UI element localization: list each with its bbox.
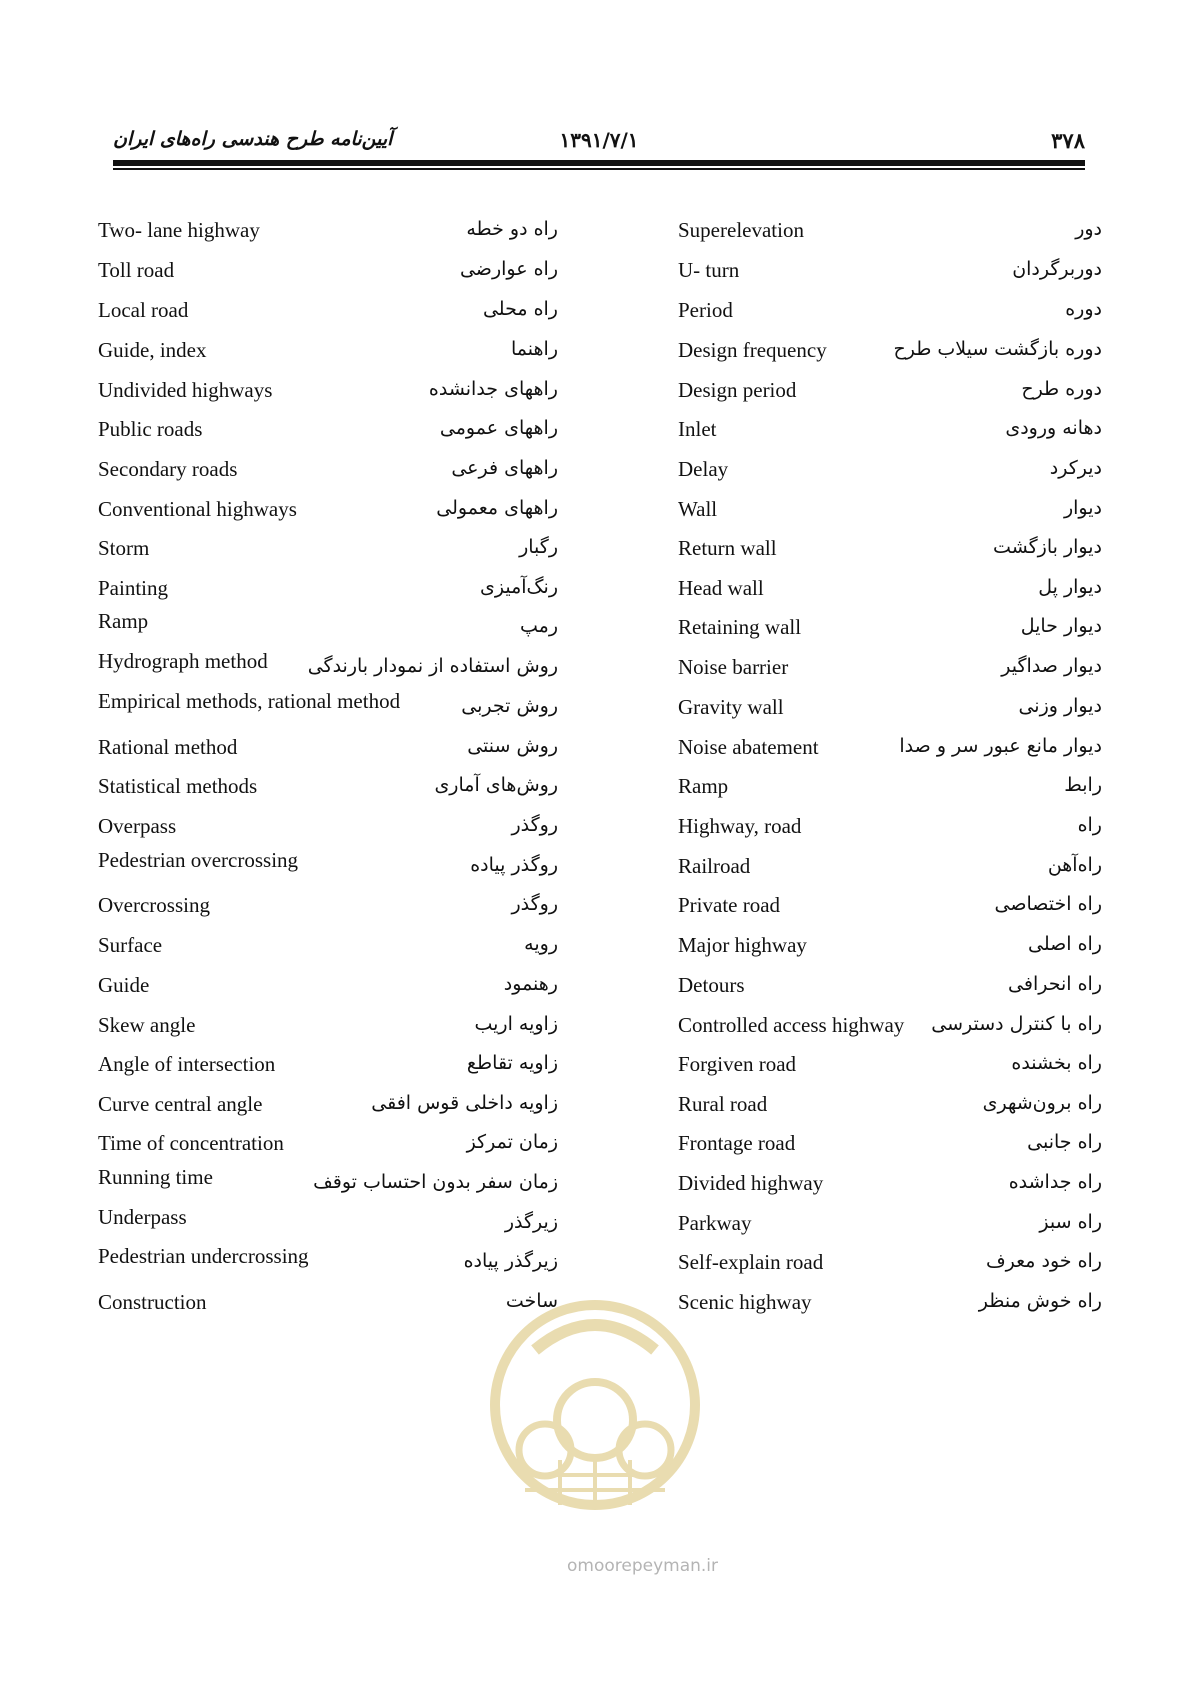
term-persian-right: دوره بازگشت سیلاب طرح (893, 338, 1102, 360)
term-english-left: Guide (98, 973, 150, 997)
term-english-right: Scenic highway (678, 1290, 812, 1314)
term-english-left: Angle of intersection (98, 1052, 276, 1076)
term-english-left: Ramp (98, 609, 149, 633)
term-persian-right: راه سبز (1039, 1211, 1102, 1233)
glossary-row (98, 536, 1102, 572)
term-persian-right: راه خود معرف (985, 1250, 1102, 1272)
term-english-right: U- turn (678, 258, 740, 282)
term-persian-right: راه‌آهن (1047, 854, 1102, 876)
term-english-left: Storm (98, 536, 150, 560)
term-persian-right: راه جانبی (1027, 1131, 1102, 1153)
term-persian-right: دیوار صداگیر (1001, 655, 1102, 677)
term-persian-left: زاویه تقاطع (466, 1052, 558, 1074)
term-english-right: Noise barrier (678, 655, 789, 679)
term-english-right: Retaining wall (678, 615, 802, 639)
term-persian-left: ساخت (505, 1290, 558, 1312)
glossary-row (98, 1092, 1102, 1128)
term-english-right: Controlled access highway (678, 1013, 905, 1037)
term-english-right: Detours (678, 973, 745, 997)
term-english-right: Head wall (678, 576, 764, 600)
term-persian-left: راهنما (511, 338, 558, 360)
term-english-right: Highway, road (678, 814, 802, 838)
term-persian-left: زیرگذر (504, 1211, 558, 1233)
term-english-right: Return wall (678, 536, 777, 560)
term-english-right: Design frequency (678, 338, 827, 362)
term-persian-right: دیوار مانع عبور سر و صدا (899, 735, 1102, 757)
term-english-left: Local road (98, 298, 189, 322)
term-persian-right: راه اصلی (1028, 933, 1102, 955)
watermark-logo-icon (490, 1280, 700, 1530)
term-persian-right: دهانه ورودی (1005, 417, 1102, 439)
glossary-row (98, 258, 1102, 294)
glossary-row (98, 298, 1102, 334)
term-english-right: Rural road (678, 1092, 768, 1116)
term-english-right: Delay (678, 457, 729, 481)
glossary-row (98, 774, 1102, 810)
term-persian-right: دیوار حایل (1020, 615, 1102, 637)
header-rule-thick (113, 160, 1085, 166)
term-english-left: Guide, index (98, 338, 207, 362)
term-persian-left: رهنمود (503, 973, 558, 995)
glossary-row (98, 218, 1102, 254)
term-persian-right: دوره طرح (1021, 378, 1102, 400)
glossary-row (98, 814, 1102, 850)
term-english-left: Pedestrian undercrossing (98, 1244, 309, 1268)
header-date: ۱۳۹۱/۷/۱ (559, 128, 639, 152)
glossary-row (98, 497, 1102, 533)
term-english-left: Overpass (98, 814, 177, 838)
term-english-right: Self-explain road (678, 1250, 824, 1274)
term-persian-right: دیوار (1063, 497, 1102, 519)
term-persian-left: زمان تمرکز (466, 1131, 558, 1153)
term-persian-right: دیوار پل (1038, 576, 1102, 598)
term-english-right: Divided highway (678, 1171, 824, 1195)
term-english-left: Surface (98, 933, 163, 957)
term-english-right: Major highway (678, 933, 807, 957)
term-persian-right: رابط (1064, 774, 1102, 796)
term-persian-left: راههای جدانشده (428, 378, 558, 400)
term-persian-left: روگذر (511, 814, 558, 836)
term-persian-left: زاویه داخلی قوس افقی (371, 1092, 558, 1114)
term-persian-left: راه محلی (482, 298, 558, 320)
term-english-left: Rational method (98, 735, 238, 759)
term-persian-left: راه دو خطه (466, 218, 558, 240)
term-persian-left: رمپ (519, 615, 558, 637)
glossary-row (98, 933, 1102, 969)
term-persian-left: زاویه اریب (474, 1013, 558, 1035)
term-english-right: Forgiven road (678, 1052, 797, 1076)
glossary-row (98, 378, 1102, 414)
term-persian-right: دور (1075, 218, 1102, 240)
page-header (113, 128, 1085, 156)
term-english-right: Wall (678, 497, 718, 521)
term-english-right: Noise abatement (678, 735, 819, 759)
term-english-left: Construction (98, 1290, 207, 1314)
glossary-row (98, 689, 1102, 731)
term-persian-right: راه جداشده (1008, 1171, 1102, 1193)
glossary-row (98, 417, 1102, 453)
term-english-right: Frontage road (678, 1131, 796, 1155)
term-persian-left: راههای معمولی (436, 497, 558, 519)
term-persian-left: روش سنتی (467, 735, 558, 757)
term-english-left: Secondary roads (98, 457, 238, 481)
term-english-left: Toll road (98, 258, 175, 282)
term-persian-right: راه برون‌شهری (982, 1092, 1102, 1114)
page-number: ۳۷۸ (1051, 128, 1085, 153)
term-persian-right: دیوار بازگشت (993, 536, 1102, 558)
glossary-row (98, 1165, 1102, 1207)
term-persian-left: رنگ‌آمیزی (479, 576, 558, 598)
term-english-left: Public roads (98, 417, 203, 441)
term-english-right: Railroad (678, 854, 751, 878)
term-persian-right: دوره (1065, 298, 1102, 320)
term-persian-right: راه اختصاصی (994, 893, 1102, 915)
term-english-left: Painting (98, 576, 169, 600)
term-persian-right: دیرکرد (1049, 457, 1102, 479)
glossary-row (98, 893, 1102, 929)
glossary-row (98, 735, 1102, 771)
term-english-right: Period (678, 298, 733, 322)
glossary-row (98, 457, 1102, 493)
term-persian-right: دوربرگردان (1012, 258, 1102, 280)
term-english-left: Conventional highways (98, 497, 297, 521)
glossary-row (98, 1205, 1102, 1247)
term-english-left: Statistical methods (98, 774, 258, 798)
term-english-left: Hydrograph method (98, 649, 268, 673)
term-english-left: Running time (98, 1165, 213, 1189)
term-persian-left: راههای فرعی (451, 457, 558, 479)
term-persian-left: روش استفاده از نمودار بارندگی (307, 655, 558, 677)
term-persian-right: راه با کنترل دسترسی (931, 1013, 1102, 1035)
term-persian-left: رگبار (519, 536, 558, 558)
glossary-row (98, 609, 1102, 651)
term-persian-left: روش تجربی (461, 695, 558, 717)
document-title: آیین‌نامه طرح هندسی راه‌های ایران (113, 128, 393, 150)
term-english-right: Inlet (678, 417, 717, 441)
term-english-left: Overcrossing (98, 893, 210, 917)
term-english-left: Empirical methods, rational method (98, 689, 401, 713)
term-english-left: Two- lane highway (98, 218, 260, 242)
glossary-row (98, 1052, 1102, 1088)
glossary-row (98, 649, 1102, 691)
term-persian-right: راه خوش منظر (978, 1290, 1102, 1312)
glossary-row (98, 848, 1102, 890)
term-english-left: Pedestrian overcrossing (98, 848, 299, 872)
term-persian-left: راههای عمومی (439, 417, 558, 439)
term-persian-right: راه انحرافی (1008, 973, 1102, 995)
watermark-url: omoorepeyman.ir (566, 1556, 719, 1576)
term-persian-left: راه عوارضی (459, 258, 558, 280)
term-english-left: Skew angle (98, 1013, 196, 1037)
term-persian-left: روش‌های آماری (434, 774, 558, 796)
glossary-row (98, 1131, 1102, 1167)
term-english-right: Ramp (678, 774, 729, 798)
term-english-right: Parkway (678, 1211, 752, 1235)
term-persian-left: زمان سفر بدون احتساب توقف (313, 1171, 558, 1193)
term-english-left: Time of concentration (98, 1131, 284, 1155)
term-english-right: Superelevation (678, 218, 804, 242)
glossary-row (98, 576, 1102, 612)
term-persian-left: روگذر پیاده (470, 854, 558, 876)
term-english-left: Curve central angle (98, 1092, 263, 1116)
term-persian-right: راه (1077, 814, 1102, 836)
term-persian-left: زیرگذر پیاده (463, 1250, 558, 1272)
glossary-row (98, 1013, 1102, 1049)
term-persian-right: دیوار وزنی (1018, 695, 1102, 717)
term-persian-right: راه بخشنده (1011, 1052, 1102, 1074)
header-rule-thin (113, 168, 1085, 170)
term-english-right: Private road (678, 893, 781, 917)
term-english-right: Gravity wall (678, 695, 784, 719)
term-english-right: Design period (678, 378, 797, 402)
term-persian-left: روگذر (511, 893, 558, 915)
glossary-row (98, 338, 1102, 374)
glossary-row (98, 973, 1102, 1009)
term-english-left: Undivided highways (98, 378, 273, 402)
term-english-left: Underpass (98, 1205, 187, 1229)
term-persian-left: رویه (524, 933, 558, 955)
